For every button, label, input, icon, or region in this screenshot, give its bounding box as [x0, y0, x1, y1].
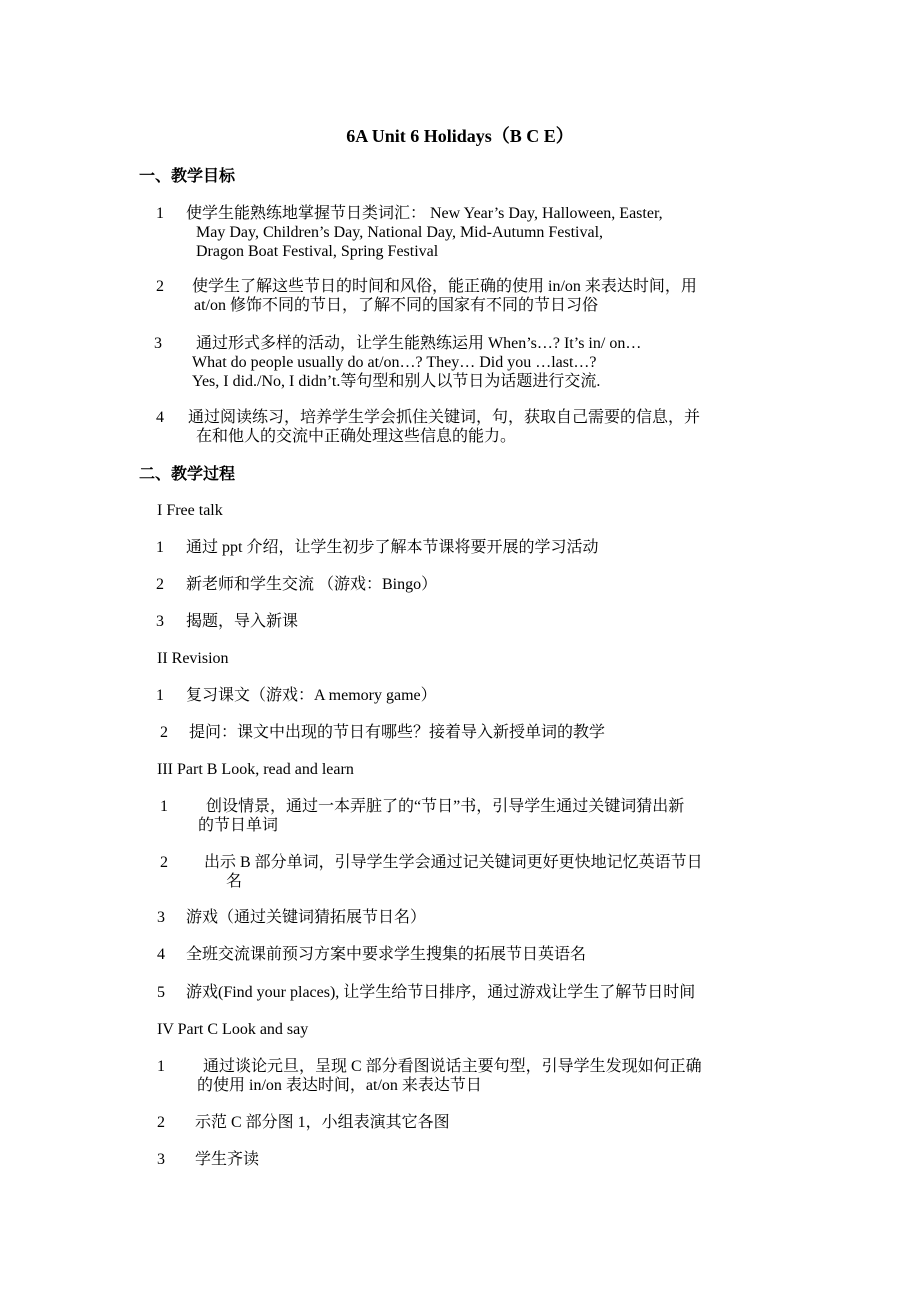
item-text: 复习课文（游戏：A memory game） — [186, 687, 437, 704]
item-number: 5 — [157, 984, 165, 1001]
item-line: Yes, I did./No, I didn’t.等句型和别人以节日为话题进行交流. — [192, 373, 601, 390]
item-number: 2 — [156, 576, 164, 593]
item-number: 3 — [156, 613, 164, 630]
item-number: 2 — [157, 1114, 165, 1131]
item-line: Dragon Boat Festival, Spring Festival — [196, 243, 439, 260]
item-line: What do people usually do at/on…? They… Did you …last…? — [192, 354, 597, 371]
item-text: 通过 ppt 介绍，让学生初步了解本节课将要开展的学习活动 — [186, 539, 599, 556]
item-line: 的使用 in/on 表达时间，at/on 来表达节日 — [197, 1077, 482, 1094]
item-number: 1 — [160, 798, 168, 815]
item-line: 通过形式多样的活动，让学生能熟练运用 When’s…? It’s in/ on… — [196, 335, 642, 352]
item-number: 3 — [157, 1151, 165, 1168]
item-text: 揭题，导入新课 — [186, 613, 299, 630]
part-heading-free-talk: I Free talk — [157, 502, 223, 519]
item-line: 使学生能熟练地掌握节日类词汇： New Year’s Day, Halloween, Easter, — [186, 205, 663, 222]
item-number: 1 — [156, 539, 164, 556]
section-heading-objectives: 一、教学目标 — [139, 166, 236, 185]
document-title: 6A Unit 6 Holidays（B C E） — [346, 126, 574, 146]
part-heading-part-b: III Part B Look, read and learn — [157, 761, 354, 778]
item-number: 2 — [160, 724, 168, 741]
item-number: 4 — [157, 946, 165, 963]
item-line: May Day, Children’s Day, National Day, Mid-Autumn Festival, — [196, 224, 604, 241]
item-text: 新老师和学生交流 （游戏：Bingo） — [186, 576, 438, 593]
item-text: 全班交流课前预习方案中要求学生搜集的拓展节日英语名 — [186, 946, 587, 963]
item-text: 示范 C 部分图 1，小组表演其它各图 — [195, 1114, 450, 1131]
item-number: 3 — [157, 909, 165, 926]
item-line: at/on 修饰不同的节日，了解不同的国家有不同的节日习俗 — [194, 297, 598, 314]
item-text: 提问：课文中出现的节日有哪些？接着导入新授单词的教学 — [189, 724, 606, 741]
item-number: 2 — [160, 854, 168, 871]
item-text: 游戏(Find your places), 让学生给节日排序，通过游戏让学生了解节日时间 — [186, 984, 696, 1001]
item-line: 的节日单词 — [198, 817, 279, 834]
item-text: 学生齐读 — [195, 1151, 260, 1168]
section-heading-process: 二、教学过程 — [139, 464, 236, 483]
item-line: 名 — [226, 873, 243, 890]
item-number: 1 — [156, 687, 164, 704]
item-line: 使学生了解这些节日的时间和风俗，能正确的使用 in/on 来表达时间，用 — [192, 278, 697, 295]
item-line: 出示 B 部分单词，引导学生学会通过记关键词更好更快地记忆英语节日 — [204, 854, 703, 871]
item-number: 1 — [156, 205, 164, 222]
part-heading-revision: II Revision — [157, 650, 229, 667]
item-line: 在和他人的交流中正确处理这些信息的能力。 — [196, 428, 517, 445]
part-heading-part-c: IV Part C Look and say — [157, 1021, 309, 1038]
item-line: 创设情景，通过一本弄脏了的“节日”书，引导学生通过关键词猜出新 — [206, 798, 685, 815]
item-number: 4 — [156, 409, 164, 426]
item-number: 2 — [156, 278, 164, 295]
item-line: 通过谈论元旦，呈现 C 部分看图说话主要句型，引导学生发现如何正确 — [203, 1058, 702, 1075]
item-line: 通过阅读练习，培养学生学会抓住关键词，句，获取自己需要的信息，并 — [188, 409, 701, 426]
item-number: 3 — [154, 335, 162, 352]
item-text: 游戏（通过关键词猜拓展节日名） — [186, 909, 427, 926]
item-number: 1 — [157, 1058, 165, 1075]
